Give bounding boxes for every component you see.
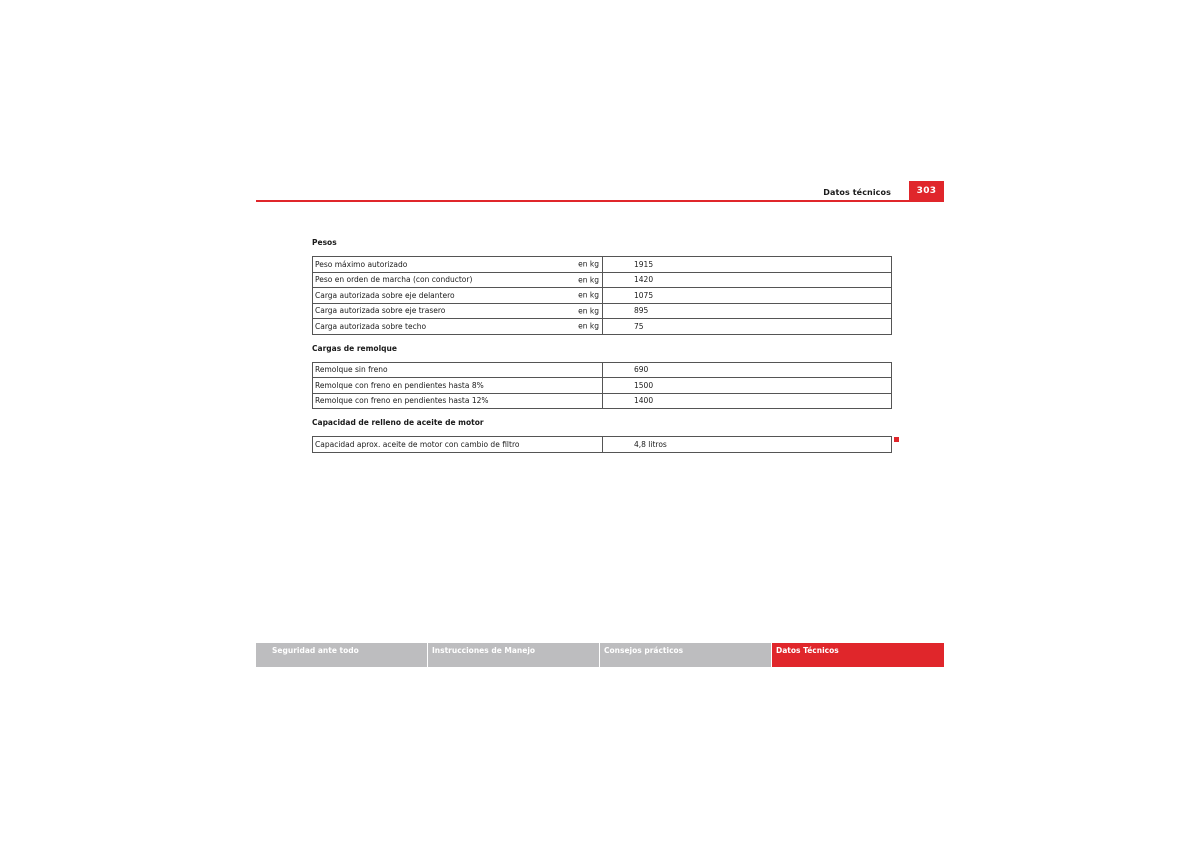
row-value: 1420 xyxy=(603,272,892,288)
table-row xyxy=(313,319,892,335)
table-row xyxy=(313,272,892,288)
table-row xyxy=(313,378,892,394)
tab-datos-tecnicos[interactable]: Datos Técnicos xyxy=(772,643,944,667)
table-row xyxy=(313,257,892,273)
tab-seguridad[interactable]: Seguridad ante todo xyxy=(256,643,428,667)
chapter-navigation xyxy=(256,643,944,667)
row-value: 690 xyxy=(603,362,892,378)
main-content xyxy=(312,237,892,461)
aceite-table xyxy=(312,436,892,453)
row-unit: en kg xyxy=(578,275,599,285)
row-value: 75 xyxy=(603,319,892,335)
row-unit: en kg xyxy=(578,259,599,269)
row-label: Remolque con freno en pendientes hasta 12% xyxy=(313,393,603,409)
row-label: Remolque sin freno xyxy=(313,362,603,378)
row-value: 4,8 litros xyxy=(603,437,892,453)
table-row xyxy=(313,303,892,319)
row-label: Capacidad aprox. aceite de motor con cambio de filtro xyxy=(313,437,603,453)
row-label: Peso máximo autorizado xyxy=(315,259,408,269)
row-unit: en kg xyxy=(578,290,599,300)
table-row xyxy=(313,362,892,378)
remolque-heading: Cargas de remolque xyxy=(312,343,397,353)
row-value: 1915 xyxy=(603,257,892,273)
table-row xyxy=(313,437,892,453)
row-label: Remolque con freno en pendientes hasta 8% xyxy=(313,378,603,394)
row-value: 1500 xyxy=(603,378,892,394)
pesos-heading: Pesos xyxy=(312,238,337,247)
pesos-table xyxy=(312,256,892,335)
row-unit: en kg xyxy=(578,306,599,316)
row-label: Carga autorizada sobre eje trasero xyxy=(315,306,446,316)
row-label: Peso en orden de marcha (con conductor) xyxy=(315,275,473,285)
section-title: Datos técnicos xyxy=(823,188,891,197)
row-label: Carga autorizada sobre eje delantero xyxy=(315,290,455,300)
row-label: Carga autorizada sobre techo xyxy=(315,321,427,331)
aceite-heading: Capacidad de relleno de aceite de motor xyxy=(312,418,484,427)
row-value: 1075 xyxy=(603,288,892,304)
end-of-section-marker xyxy=(894,437,899,442)
page-number: 303 xyxy=(909,181,944,201)
table-row xyxy=(313,288,892,304)
row-unit: en kg xyxy=(578,321,599,331)
remolque-table xyxy=(312,362,892,410)
row-value: 1400 xyxy=(603,393,892,409)
tab-instrucciones[interactable]: Instrucciones de Manejo xyxy=(428,643,600,667)
row-value: 895 xyxy=(603,303,892,319)
table-row xyxy=(313,393,892,409)
header-rule xyxy=(256,200,944,202)
tab-consejos[interactable]: Consejos prácticos xyxy=(600,643,772,667)
